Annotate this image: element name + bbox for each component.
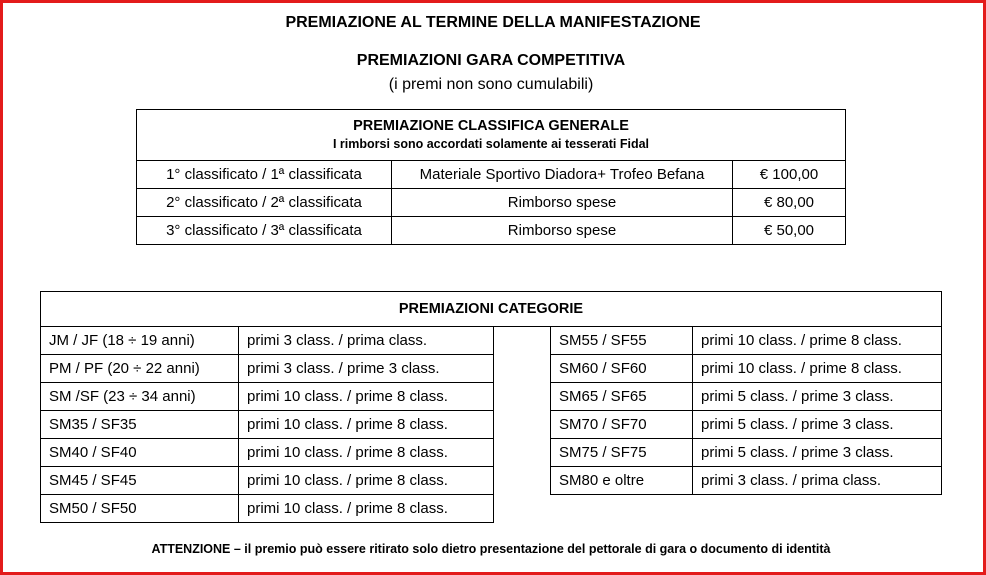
award-cell: primi 10 class. / prime 8 class. <box>239 411 494 439</box>
amount-cell: € 80,00 <box>733 189 846 217</box>
award-cell: primi 10 class. / prime 8 class. <box>239 383 494 411</box>
table-row <box>551 439 942 467</box>
award-cell: primi 5 class. / prime 3 class. <box>693 439 942 467</box>
award-cell: primi 10 class. / prime 8 class. <box>239 467 494 495</box>
table-row <box>41 495 494 523</box>
general-note: I rimborsi sono accordati solamente ai tesserati Fidal <box>332 137 650 151</box>
categories-right-table <box>550 326 942 495</box>
table-row <box>41 383 494 411</box>
award-cell: primi 5 class. / prime 3 class. <box>693 411 942 439</box>
award-cell: primi 10 class. / prime 8 class. <box>239 495 494 523</box>
amount-cell: € 100,00 <box>733 161 846 189</box>
award-cell: primi 5 class. / prime 3 class. <box>693 383 942 411</box>
award-cell: primi 3 class. / prima class. <box>693 467 942 495</box>
general-ranking-table <box>136 109 846 245</box>
table-row <box>41 467 494 495</box>
table-row <box>41 439 494 467</box>
general-table-header <box>137 110 846 161</box>
main-title: PREMIAZIONE AL TERMINE DELLA MANIFESTAZIONE <box>285 14 701 31</box>
category-cell: SM70 / SF70 <box>551 411 693 439</box>
position-cell: 3° classificato / 3ª classificata <box>137 217 392 245</box>
award-cell: primi 10 class. / prime 8 class. <box>239 439 494 467</box>
attention-note: ATTENZIONE – il premio può essere ritirato solo dietro presentazione del pettorale di gara o documento di identità <box>151 542 831 556</box>
general-heading: PREMIAZIONE CLASSIFICA GENERALE <box>353 118 629 134</box>
table-row <box>137 161 846 189</box>
category-cell: SM65 / SF65 <box>551 383 693 411</box>
table-row <box>137 189 846 217</box>
position-cell: 1° classificato / 1ª classificata <box>137 161 392 189</box>
category-cell: SM75 / SF75 <box>551 439 693 467</box>
category-cell: SM80 e oltre <box>551 467 693 495</box>
table-row <box>551 467 942 495</box>
table-row <box>41 411 494 439</box>
categories-heading: PREMIAZIONI CATEGORIE <box>40 291 942 327</box>
award-cell: primi 10 class. / prime 8 class. <box>693 327 942 355</box>
categories-left-table <box>40 326 494 523</box>
category-cell: JM / JF (18 ÷ 19 anni) <box>41 327 239 355</box>
table-row <box>41 327 494 355</box>
category-cell: SM55 / SF55 <box>551 327 693 355</box>
prize-cell: Materiale Sportivo Diadora+ Trofeo Befana <box>392 161 733 189</box>
amount-cell: € 50,00 <box>733 217 846 245</box>
category-cell: PM / PF (20 ÷ 22 anni) <box>41 355 239 383</box>
award-cell: primi 10 class. / prime 8 class. <box>693 355 942 383</box>
table-row <box>551 355 942 383</box>
position-cell: 2° classificato / 2ª classificata <box>137 189 392 217</box>
category-cell: SM45 / SF45 <box>41 467 239 495</box>
table-row <box>41 355 494 383</box>
table-row <box>551 327 942 355</box>
prize-cell: Rimborso spese <box>392 189 733 217</box>
category-cell: SM50 / SF50 <box>41 495 239 523</box>
subtitle: PREMIAZIONI GARA COMPETITIVA <box>356 52 626 69</box>
table-row <box>137 217 846 245</box>
table-row <box>551 411 942 439</box>
subtitle-note: (i premi non sono cumulabili) <box>388 76 594 93</box>
category-cell: SM35 / SF35 <box>41 411 239 439</box>
category-cell: SM60 / SF60 <box>551 355 693 383</box>
prize-cell: Rimborso spese <box>392 217 733 245</box>
award-cell: primi 3 class. / prime 3 class. <box>239 355 494 383</box>
category-cell: SM /SF (23 ÷ 34 anni) <box>41 383 239 411</box>
table-row <box>551 383 942 411</box>
award-cell: primi 3 class. / prima class. <box>239 327 494 355</box>
category-cell: SM40 / SF40 <box>41 439 239 467</box>
